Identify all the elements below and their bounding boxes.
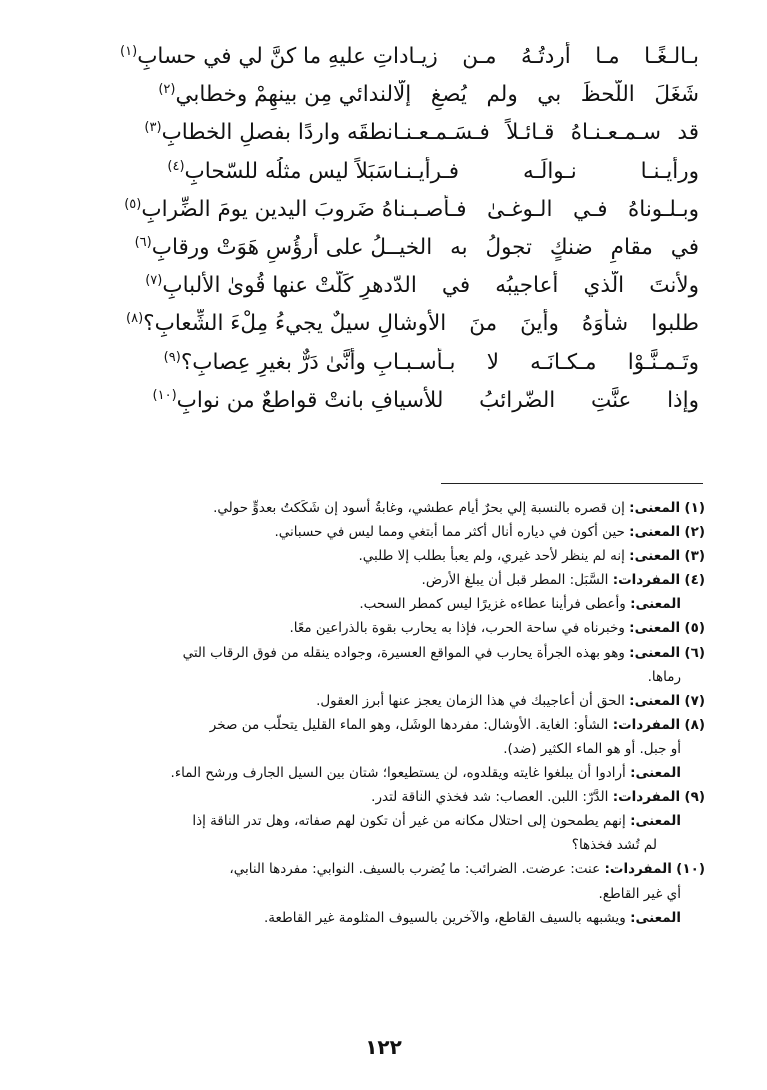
- footnote-label: المعنى:: [630, 596, 681, 613]
- verse-second-text: سَبَلاً ليس مثلُه للسّحابِ: [184, 158, 393, 184]
- verse-line: [63, 267, 699, 305]
- footnote-text: إنهم يطمحون إلى احتلال مكانه من غير أن تكون لهم صفاته، وهل تدر الناقة إذا: [192, 813, 626, 830]
- footnote-text: الحق أن أعاجيبك في هذا الزمان يعجز عنها أبرز العقول.: [316, 692, 625, 709]
- verse-second-text: لندائي مِن بينهِمْ وخطابي: [175, 82, 393, 108]
- verse-line: [63, 305, 699, 343]
- poem-verses: [63, 38, 699, 420]
- footnote-continuation: أو جبل. أو هو الماء الكثير (ضد).: [503, 740, 681, 757]
- verse-line: [63, 344, 699, 382]
- footnote-number: (١٠): [676, 861, 705, 878]
- footnote-item: [63, 520, 705, 544]
- verse-first-hemistich: بـالـغًـا مـا أردتُـهُ مـن زيـادا: [393, 44, 699, 70]
- verse-second-text: نطقَه واردًا بفصلِ الخطابِ: [161, 120, 393, 146]
- verse-second-hemistich: [63, 118, 393, 148]
- footnote-number: (٦): [684, 644, 705, 661]
- verse-second-hemistich: [63, 195, 393, 225]
- footnote-number: (٢): [684, 524, 705, 541]
- verse-second-hemistich: [63, 80, 393, 110]
- footnote-text: أرادوا أن يبلغوا غايته ويقلدوه، لن يستطيعوا؛ شتان بين السيل الجارف ورشح الماء.: [170, 765, 626, 782]
- footnote-label: المعنى:: [629, 500, 681, 516]
- verse-first-hemistich: وبـلـوناهُ فـي الـوغـىٰ فـأصـبـنا: [393, 196, 699, 222]
- footnote-label: المعنى:: [629, 548, 681, 565]
- verse-line: [63, 153, 699, 191]
- footnote-number: (٣): [684, 548, 705, 565]
- footnote-label: المعنى:: [629, 620, 681, 637]
- footnote-label: المفردات:: [612, 572, 681, 589]
- verse-first-hemistich: وتَـمـنَّـوْا مـكـانَـه لا بـأسـبـا: [393, 349, 699, 375]
- verse-first-hemistich: وإذا عنَّتِ الضّرائبُ للأسيا: [393, 387, 699, 413]
- verse-second-text: ـلُ على أرؤُسٍ هَوَتْ ورقابِ: [151, 235, 393, 261]
- footnote-item: [63, 544, 705, 568]
- footnote-text: وخبرناه في ساحة الحرب، فإذا به يحارب بقوة بالذراعين معًا.: [289, 620, 625, 637]
- footnote-text: وهو بهذه الجرأة يحارب في المواقع العسيرة، وجواده ينقله من فوق الرقاب التي: [182, 644, 625, 661]
- footnote-marker: (١): [120, 43, 138, 59]
- verse-second-hemistich: [63, 309, 393, 339]
- verse-line: [63, 229, 699, 267]
- footnote-item: [63, 616, 705, 640]
- footnote-continuation: أي غير القاطع.: [598, 885, 681, 902]
- footnote-text: ويشبهه بالسيف القاطع، والآخرين بالسيوف المثلومة غير القاطعة.: [264, 909, 626, 926]
- verse-line: [63, 76, 699, 114]
- footnote-label: المفردات:: [604, 861, 672, 878]
- footnote-label: المعنى:: [629, 524, 681, 541]
- footnote-marker: (٧): [145, 273, 163, 289]
- verse-second-hemistich: [63, 386, 393, 416]
- footnote-item: [63, 857, 705, 905]
- footnote-text: وأعطى فرأينا عطاءه غزيرًا ليس كمطر السحب.: [359, 596, 626, 613]
- footnote-marker: (٢): [158, 82, 176, 98]
- verse-second-hemistich: [63, 157, 393, 187]
- verse-second-hemistich: [63, 271, 393, 301]
- footnote-label: المعنى:: [629, 644, 681, 661]
- footnote-label: المعنى:: [630, 813, 681, 830]
- footnotes: [63, 496, 705, 930]
- verse-second-text: تِ عليهِ ما كنَّ لي في حسابِ: [137, 44, 393, 70]
- footnote-item: [63, 689, 705, 713]
- footnote-number: (١): [684, 500, 705, 516]
- footnote-item: [63, 785, 705, 809]
- verse-first-hemistich: ولأنتَ الّذي أعاجيبُه في الدّ: [393, 273, 699, 299]
- footnote-separator: [441, 483, 703, 484]
- footnote-item: [63, 809, 705, 857]
- footnote-text: الشأو: الغاية. الأوشال: مفردها الوشَل، وهو الماء القليل يتحلّب من صخر: [209, 716, 609, 733]
- footnote-text: إن قصره بالنسبة إلي بحرٌ أيام عطشي، وغابةُ أسود إن شَكَكتُ بعدوٍّ حولي.: [213, 500, 625, 516]
- footnote-label: المعنى:: [630, 909, 681, 926]
- footnote-item: [63, 568, 705, 592]
- footnote-marker: (٩): [163, 349, 181, 365]
- footnote-item: [63, 496, 705, 520]
- footnote-number: (٤): [684, 572, 705, 589]
- footnote-label: المفردات:: [612, 716, 681, 733]
- verse-first-hemistich: طلبوا شأوَهُ وأينَ منَ الأوشا: [393, 311, 699, 337]
- verse-first-hemistich: ورأيـنـا نـوالَـه فـرأيـنـا: [393, 158, 699, 184]
- footnote-marker: (٥): [124, 196, 142, 212]
- verse-line: [63, 382, 699, 420]
- footnote-label: المعنى:: [630, 765, 681, 782]
- footnote-number: (٨): [684, 716, 705, 733]
- footnote-number: (٥): [684, 620, 705, 637]
- footnote-item: [63, 906, 705, 930]
- footnote-marker: (٦): [134, 234, 152, 250]
- page-number: ١٢٢: [365, 1035, 402, 1059]
- verse-line: [63, 191, 699, 229]
- footnote-marker: (١٠): [152, 387, 177, 403]
- footnote-text: حين أكون في دياره أنال أكثر مما أبتغي ومما ليس في حسباني.: [274, 524, 625, 541]
- verse-line: [63, 114, 699, 152]
- footnote-continuation: رماها.: [647, 668, 681, 685]
- footnote-text: إنه لم ينظر لأحد غيري، ولم يعبأ بطلب إلا طلبي.: [358, 548, 625, 565]
- verse-first-hemistich: شَغَلَ اللّحظَ بي ولم يُصغِ إلَّا: [393, 82, 699, 108]
- verse-line: [63, 38, 699, 76]
- footnote-marker: (٤): [167, 158, 185, 174]
- footnote-number: (٧): [684, 692, 705, 709]
- verse-first-hemistich: قد سـمـعـنـاهُ قـائـلاً فـسَـمـعـنـا: [393, 120, 699, 146]
- verse-second-hemistich: [63, 233, 393, 263]
- footnote-text: عنت: عرضت. الضرائب: ما يُضرب بالسيف. النوابي: مفردها النابي،: [229, 861, 601, 878]
- footnote-item: [63, 641, 705, 689]
- verse-second-text: بِ وأنَّىٰ دَرٌّ بغيرِ عِصابِ؟: [180, 349, 393, 375]
- footnote-text: السَّبَل: المطر قبل أن يبلغ الأرض.: [421, 572, 609, 589]
- footnote-marker: (٣): [144, 120, 162, 136]
- verse-second-text: لِ سيلٌ يجيءُ مِلْءَ الشِّعابِ؟: [143, 311, 393, 337]
- footnote-item: [63, 761, 705, 785]
- footnote-number: (٩): [684, 789, 705, 806]
- footnote-marker: (٨): [126, 311, 144, 327]
- verse-second-text: هُ ضَروبَ اليدين يومَ الضِّرابِ: [141, 196, 393, 222]
- verse-second-hemistich: [63, 42, 393, 72]
- footnote-item: [63, 592, 705, 616]
- verse-first-hemistich: في مقامٍ ضنكٍ تجولُ به الخيـ: [393, 235, 699, 261]
- footnote-continuation: لم تُشد فخذها؟: [571, 837, 657, 854]
- footnote-label: المعنى:: [629, 692, 681, 709]
- footnote-text: الدَّرّ: اللبن. العصاب: شد فخذي الناقة لتدر.: [371, 789, 609, 806]
- verse-second-text: دهرِ كَلَّتْ عنها قُوىٰ الألبابِ: [162, 273, 393, 299]
- footnote-label: المفردات:: [612, 789, 681, 806]
- verse-second-text: فِ بانتْ قواطعٌ من نوابِ: [176, 387, 393, 413]
- footnote-item: [63, 713, 705, 761]
- verse-second-hemistich: [63, 348, 393, 378]
